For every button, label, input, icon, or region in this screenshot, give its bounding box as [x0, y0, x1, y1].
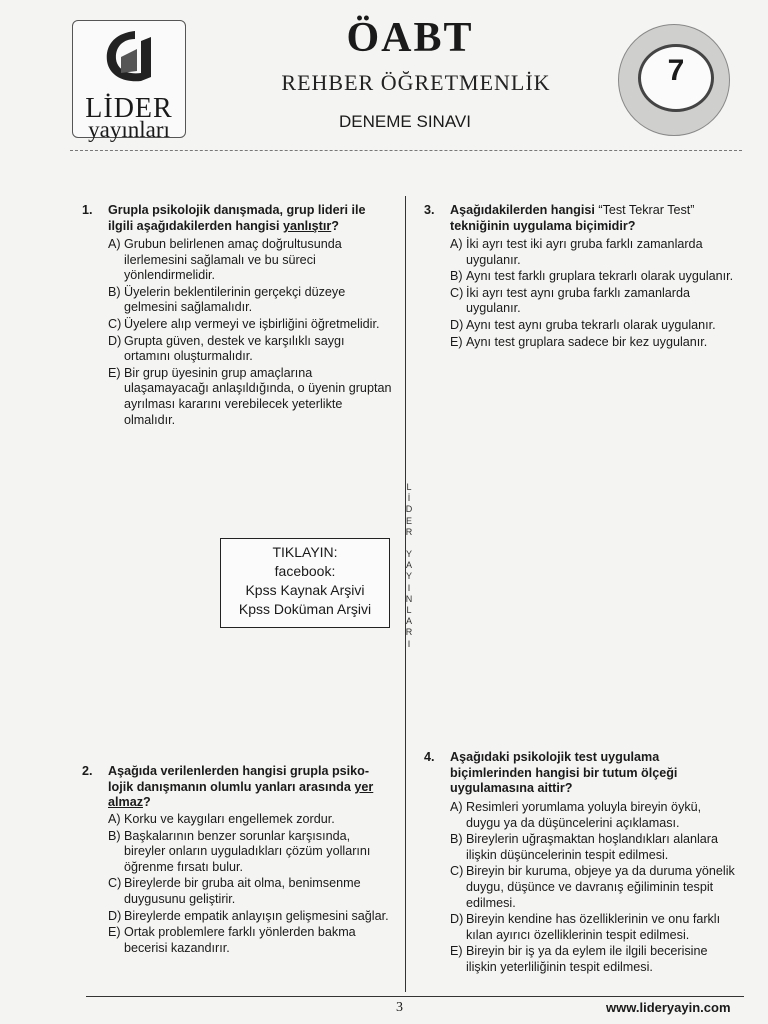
option-d[interactable]: D) Aynı test aynı gruba tekrarlı olarak uygulanır. — [450, 317, 716, 332]
option-list — [450, 237, 736, 351]
option-e[interactable]: E) Aynı test gruplara sadece bir kez uygulanır. — [450, 334, 708, 349]
option-b[interactable]: B) Üyelerin beklentilerinin gerçekçi düzeye gelmesini sağlamalıdır. — [108, 284, 346, 315]
promo-line: TIKLAYIN: — [272, 544, 338, 560]
promo-box[interactable] — [220, 538, 390, 628]
vertical-publisher-text: L İ D E R Y A Y I N L A R I — [405, 482, 413, 649]
exam-number: 7 — [667, 54, 685, 87]
stem-emphasis: yanlıştır — [282, 218, 332, 233]
promo-line: facebook: — [274, 563, 336, 579]
option-e[interactable]: E) Ortak problemlere farklı yönlerden bakma becerisi kazandırır. — [108, 925, 356, 955]
option-d[interactable]: D) Bireyin kendine has özelliklerinin ve onu farklı kılan ayırıcı özelliklerinin tespit edilmesi. — [450, 912, 721, 942]
question-number: 2. — [82, 764, 93, 778]
question-number: 1. — [82, 203, 93, 217]
option-c[interactable]: C) Bireyin bir kuruma, objeye ya da duruma yönelik duygu, düşünce ve davranış eğiliminin tespit edilmesi. — [450, 864, 735, 910]
exam-type: DENEME SINAVI — [339, 112, 471, 131]
option-c[interactable]: C) Bireylerde bir gruba ait olma, benimsenme duygusunu geliştirir. — [108, 876, 361, 906]
promo-line: Kpss Kaynak Arşivi — [245, 582, 365, 598]
publisher-logo — [72, 20, 186, 142]
footer-divider — [86, 996, 744, 997]
option-a[interactable]: A) Grubun belirlenen amaç doğrultusunda ilerlemesini sağlamalı ve bu süreci yönlendirmelidir. — [108, 237, 342, 283]
option-b[interactable]: B) Bireylerin uğraşmaktan hoşlandıkları alanlara ilişkin düşüncelerinin tespit edilmesi. — [450, 832, 719, 862]
option-list — [108, 812, 394, 957]
question-stem: Grupla psikolojik danışmada, grup lideri ile ilgili aşağıdakilerden hangisi yanlıştır? — [108, 203, 366, 233]
option-a[interactable]: A) İki ayrı test iki ayrı gruba farklı zamanlarda uygulanır. — [450, 237, 703, 267]
question-number: 3. — [424, 203, 435, 217]
publisher-website-link[interactable]: www.lideryayin.com — [606, 1000, 731, 1015]
logo-subtitle: yayınları — [88, 117, 170, 142]
question-number: 4. — [424, 750, 435, 764]
option-list — [108, 237, 392, 429]
option-c[interactable]: C) İki ayrı test aynı gruba farklı zamanlarda uygulanır. — [450, 285, 690, 316]
field-title: REHBER ÖĞRETMENLİK — [281, 70, 551, 95]
question-stem: Aşağıda verilenlerden hangisi grupla psiko- lojik danışmanın olumlu yanları arasında yer almaz? — [108, 764, 374, 810]
logo-name: LİDER — [85, 93, 173, 124]
option-list — [450, 800, 738, 977]
question-stem: Aşağıdaki psikolojik test uygulama biçimlerinden hangisi bir tutum ölçeği uygulamasına aittir? — [450, 750, 678, 796]
exam-brand-title: ÖABT — [346, 15, 474, 61]
logo-emblem-icon — [97, 27, 161, 89]
stem-emphasis: yer almaz — [108, 779, 374, 810]
option-a[interactable]: A) Resimleri yorumlama yoluyla bireyin öykü, duygu ya da düşüncelerini açıklaması. — [450, 800, 702, 830]
page-number: 3 — [396, 1000, 403, 1015]
option-b[interactable]: B) Başkalarının benzer sorunlar karşısında, bireyler onların uyguladıkları çözüm yollarını öğrenme fırsatı bulur. — [108, 828, 371, 874]
option-b[interactable]: B) Aynı test farklı gruplara tekrarlı olarak uygulanır. — [450, 269, 734, 284]
option-d[interactable]: D) Bireylerde empatik anlayışın gelişmesini sağlar. — [108, 908, 389, 923]
question-stem: Aşağıdakilerden hangisi “Test Tekrar Test” tekniğinin uygulama biçimidir? — [450, 203, 695, 233]
option-a[interactable]: A) Korku ve kaygıları engellemek zordur. — [108, 812, 335, 826]
promo-line: Kpss Doküman Arşivi — [238, 601, 372, 617]
option-e[interactable]: E) Bireyin bir iş ya da eylem ile ilgili becerisine ilişkin yeterliliğinin tespit edilmesi. — [450, 944, 708, 974]
option-e[interactable]: E) Bir grup üyesinin grup amaçlarına ulaşamayacağı anlaşıldığında, o üyenin gruptan ayrılması kararını verebilecek yeterlikte olmalıdır. — [108, 365, 392, 427]
header-divider — [70, 150, 742, 151]
option-d[interactable]: D) Grupta güven, destek ve karşılıklı saygı ortamını oluşturmalıdır. — [108, 333, 345, 364]
option-c[interactable]: C) Üyelere alıp vermeyi ve işbirliğini öğretmelidir. — [108, 316, 380, 331]
